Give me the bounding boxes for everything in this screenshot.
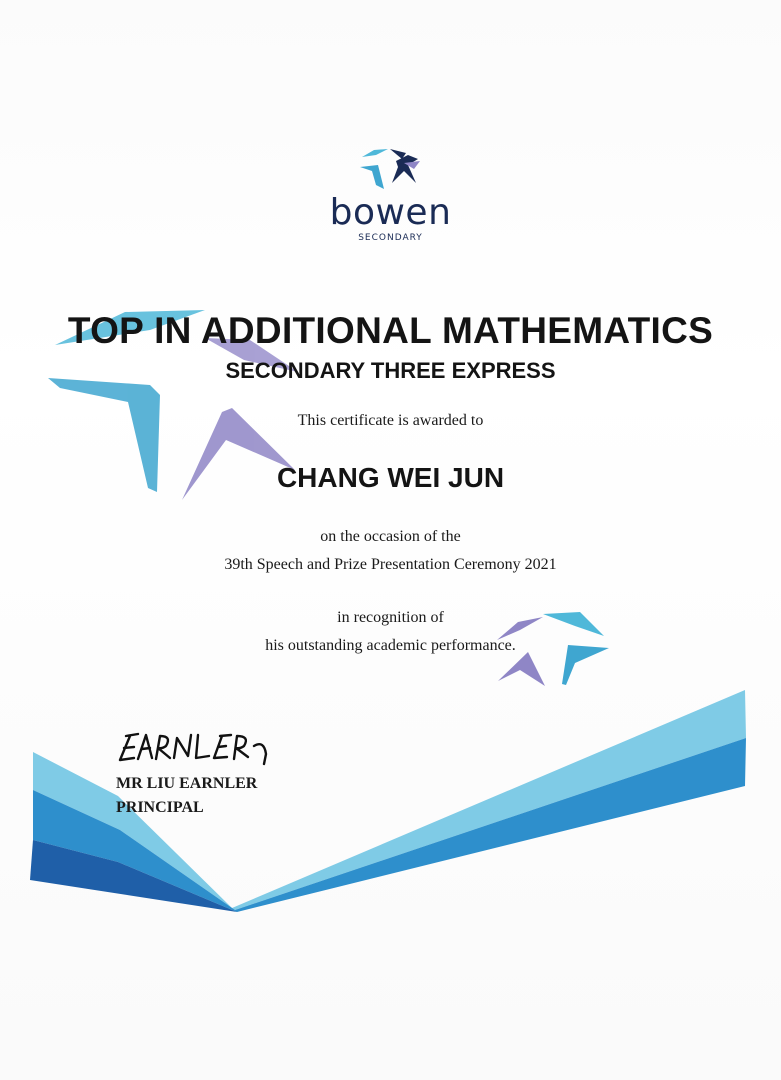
school-logo-subtitle: SECONDARY <box>358 233 423 243</box>
recipient-name: CHANG WEI JUN <box>276 462 505 493</box>
principal-title: PRINCIPAL <box>116 799 204 816</box>
awarded-to-text: This certificate is awarded to <box>297 412 484 429</box>
bowen-star-logo-icon <box>356 145 426 193</box>
school-logo-name: bowen <box>329 192 452 233</box>
recognition-line-2: his outstanding academic performance. <box>265 637 516 654</box>
occasion-line-2: 39th Speech and Prize Presentation Ceremony 2021 <box>224 556 557 573</box>
occasion-line-1: on the occasion of the <box>320 528 461 545</box>
principal-name: MR LIU EARNLER <box>116 775 258 792</box>
signature <box>114 726 274 770</box>
certificate-subtitle: SECONDARY THREE EXPRESS <box>225 358 556 383</box>
recognition-line-1: in recognition of <box>337 609 444 626</box>
school-logo <box>0 145 781 243</box>
certificate-title: TOP IN ADDITIONAL MATHEMATICS <box>67 310 714 351</box>
